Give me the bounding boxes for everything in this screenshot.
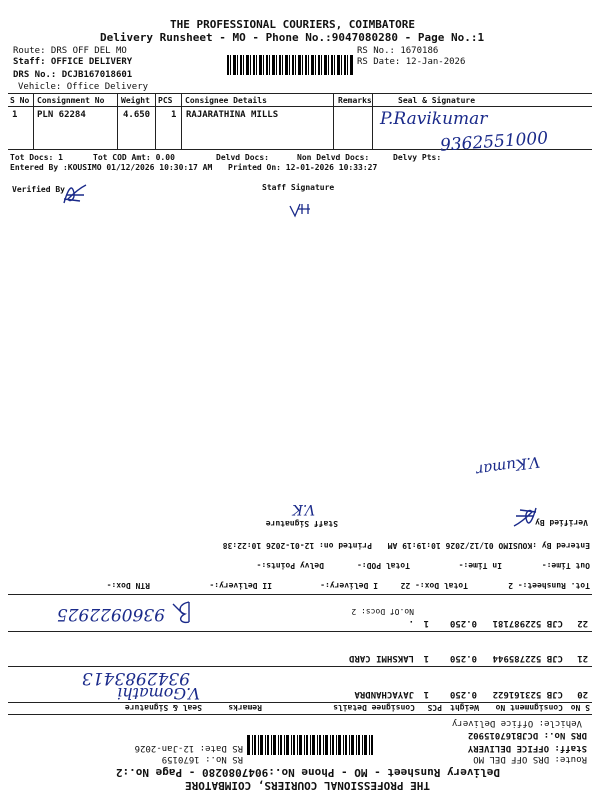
drs-number: DRS No.: DCJB167018601 [13, 70, 133, 80]
header-consignment-2: Consignment No [495, 703, 563, 712]
row-pcs: 1 [423, 689, 429, 699]
header-consignee: Consignee Details [185, 96, 267, 105]
drs-number-2: DRS No.: DCJB167015902 [467, 730, 587, 740]
header-pcs: PCS [158, 96, 173, 105]
runsheet-subtitle: Delivery Runsheet - MO - Phone No.:9047080280 - Page No.:1 [100, 31, 485, 44]
handwritten-phone-2: 9342983413 [81, 668, 190, 688]
route-text-2: Route: DRS OFF DEL MO [473, 754, 587, 764]
barcode-image [227, 55, 354, 75]
row-sno: 21 [577, 653, 588, 663]
row-weight: 0.250 [449, 618, 477, 628]
delvd-docs: Delvd Docs: [216, 153, 269, 162]
row-weight: 0.250 [449, 689, 477, 699]
row-consignment-no: PLN 62284 [37, 110, 86, 120]
vehicle-text: Vehicle: Office Delivery [18, 82, 149, 92]
staff-signature-label-2: Staff Signature [265, 519, 338, 528]
total-pod: Total POD:- [357, 561, 410, 570]
row-pcs: 1 [423, 653, 429, 663]
barcode-image-2 [246, 735, 373, 755]
verified-signature-icon [58, 179, 92, 209]
company-title: THE PROFESSIONAL COURIERS, COIMBATORE [170, 18, 416, 31]
row-consignment-no: CJB 522987181 [492, 618, 563, 628]
row-consignment-no: CJB 523161622 [492, 689, 563, 699]
header-sno-2: S No [570, 703, 590, 712]
header-remarks-2: Remarks [228, 703, 262, 712]
header-consignee-2: Consignee Details [333, 703, 415, 712]
out-time: Out Time:- [541, 561, 590, 570]
row-sno: 1 [12, 110, 18, 120]
printed-on-2: Printed on: 12-01-2026 10:22:38 [222, 541, 372, 550]
row-weight: 4.650 [123, 110, 151, 120]
delvy-points: Delvy Points:- [256, 561, 324, 570]
header-sno: S No [10, 96, 30, 105]
header-weight: Weight [121, 96, 150, 105]
in-time: In Time:- [458, 561, 502, 570]
row-pcs: 1 [171, 110, 177, 120]
runsheet-subtitle-2: Delivery Runsheet - MO - Phone No.:9047080280 - Page No.:2 [115, 766, 500, 779]
staff-text-2: Staff: OFFICE DELIVERY [467, 743, 587, 753]
i-delivery: I Delivery:- [320, 581, 378, 590]
row-consignee: . [408, 618, 414, 628]
row-sno: 22 [577, 618, 588, 628]
route-text: Route: DRS OFF DEL MO [13, 46, 127, 56]
row-consignee: JAYACHANDRA [354, 689, 414, 699]
tot-docs: Tot Docs: 1 [10, 153, 63, 162]
handwritten-name: V.Gomathi [117, 684, 200, 703]
rs-number-2: RS No.: 1670159 [161, 754, 243, 764]
handwritten-phone-1: 9360922925 [56, 604, 165, 624]
entered-by: Entered By :KOUSIMO 01/12/2026 10:30:17 AM [10, 163, 213, 172]
verified-signature-icon-2 [508, 502, 542, 532]
total-dox: Total Dox:- 22 [400, 581, 468, 590]
rs-date-2: RS Date: 12-Jan-2026 [134, 743, 243, 753]
runsheet-page-2 [0, 410, 600, 800]
handwritten-vkumar: V.Kumar [475, 452, 541, 480]
company-title-2: THE PROFESSIONAL COURIERS, COIMBATORE [184, 779, 430, 792]
header-seal-signature-2: Seal & Signature [124, 703, 202, 712]
row-consignee: LAKSHMI CARD [348, 653, 414, 663]
printed-on: Printed On: 12-01-2026 10:33:27 [228, 163, 378, 172]
entered-by-2: Entered By :KOUSIMO 01/12/2026 10:19:19 AM [387, 541, 590, 550]
header-consignment: Consignment No [37, 96, 105, 105]
verified-by-label-2: Verified By [535, 518, 588, 527]
ii-delivery: II Delivery:- [209, 581, 272, 590]
row-consignee: RAJARATHINA MILLS [186, 110, 279, 120]
verified-by-label: Verified By [12, 185, 65, 194]
rtn-dox: RTN Dox:- [106, 581, 150, 590]
handwritten-vk: V.K [292, 501, 315, 517]
header-weight-2: Weight [450, 703, 479, 712]
tot-cod: Tot COD Amt: 0.00 [93, 153, 175, 162]
staff-signature-label: Staff Signature [262, 183, 335, 192]
header-seal-signature: Seal & Signature [398, 96, 476, 105]
row-sno: 20 [577, 689, 588, 699]
row-consignment-no: CJB 522785944 [492, 653, 563, 663]
non-delvd-docs: Non Delvd Docs: [297, 153, 370, 162]
no-of-docs: No.Of Docs: 2 [351, 607, 414, 616]
consignee-signature-icon [171, 598, 195, 626]
vehicle-text-2: Vehicle: Office Delivery [451, 718, 582, 728]
row-weight: 0.250 [449, 653, 477, 663]
staff-signature-icon [288, 200, 318, 220]
header-pcs-2: PCS [427, 703, 442, 712]
row-pcs: 1 [423, 618, 429, 628]
rs-number: RS No.: 1670186 [357, 46, 439, 56]
handwritten-phone: 9362551000 [439, 128, 549, 156]
delvy-pts: Delvy Pts: [393, 153, 442, 162]
handwritten-signature: P.Ravikumar [380, 109, 488, 129]
rs-date: RS Date: 12-Jan-2026 [357, 57, 466, 67]
tot-runsheet: Tot. Runsheet:- 2 [508, 581, 590, 590]
header-remarks: Remarks [338, 96, 372, 105]
staff-text: Staff: OFFICE DELIVERY [13, 57, 133, 67]
